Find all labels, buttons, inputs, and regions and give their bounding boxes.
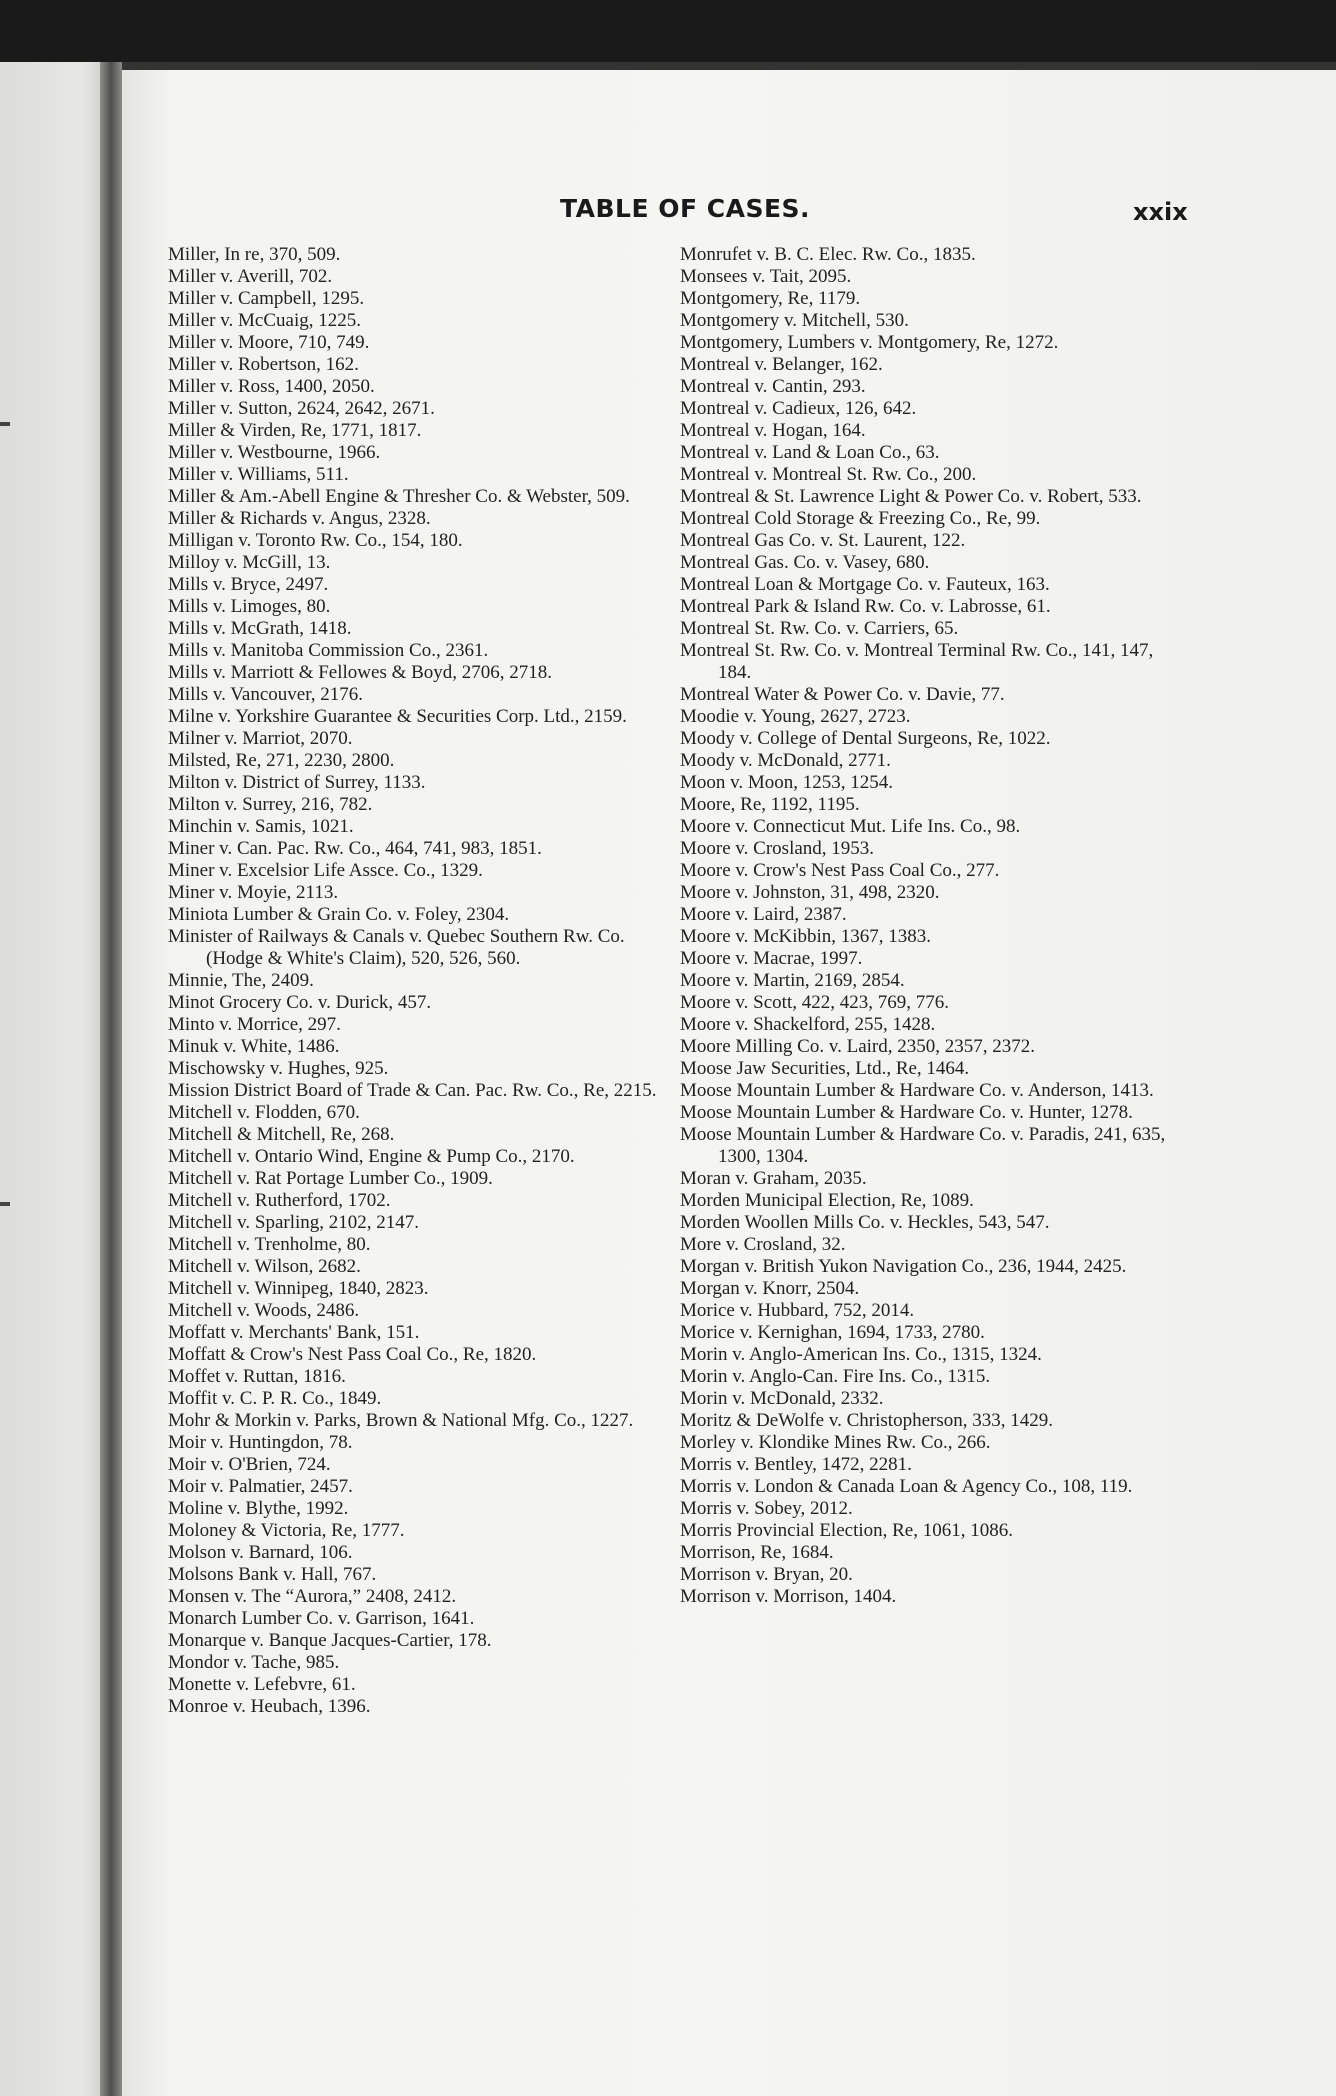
case-entry: Morin v. Anglo-American Ins. Co., 1315, 1324. xyxy=(680,1344,1042,1365)
case-entry: Morris v. Sobey, 2012. xyxy=(680,1498,853,1519)
case-entry: Morin v. McDonald, 2332. xyxy=(680,1388,884,1409)
case-entry: Moore v. Johnston, 31, 498, 2320. xyxy=(680,882,940,903)
case-entry: Montreal & St. Lawrence Light & Power Co. v. Robert, 533. xyxy=(680,486,1142,507)
case-entry: Mischowsky v. Hughes, 925. xyxy=(168,1058,389,1079)
case-entry: Moore Milling Co. v. Laird, 2350, 2357, 2372. xyxy=(680,1036,1035,1057)
case-entry: Montreal v. Land & Loan Co., 63. xyxy=(680,442,940,463)
case-entry: Miller v. Westbourne, 1966. xyxy=(168,442,381,463)
page-title: TABLE OF CASES. xyxy=(560,194,811,223)
case-entry: Montreal Park & Island Rw. Co. v. Labrosse, 61. xyxy=(680,596,1051,617)
case-entry: Moose Mountain Lumber & Hardware Co. v. Paradis, 241, 635, 1300, 1304. xyxy=(680,1124,1166,1167)
case-entry: Moore v. Scott, 422, 423, 769, 776. xyxy=(680,992,949,1013)
case-entry: Moore v. Macrae, 1997. xyxy=(680,948,863,969)
right-column xyxy=(680,244,1186,1608)
case-entry: Moline v. Blythe, 1992. xyxy=(168,1498,349,1519)
case-entry: Minto v. Morrice, 297. xyxy=(168,1014,341,1035)
left-column xyxy=(168,244,658,1718)
case-entry: More v. Crosland, 32. xyxy=(680,1234,846,1255)
case-entry: Moore v. Connecticut Mut. Life Ins. Co., 98. xyxy=(680,816,1021,837)
case-entry: Moore, Re, 1192, 1195. xyxy=(680,794,860,815)
case-entry: Mitchell v. Rat Portage Lumber Co., 1909. xyxy=(168,1168,493,1189)
case-entry: Montgomery, Re, 1179. xyxy=(680,288,861,309)
case-entry: Morice v. Kernighan, 1694, 1733, 2780. xyxy=(680,1322,985,1343)
case-entry: Mohr & Morkin v. Parks, Brown & National Mfg. Co., 1227. xyxy=(168,1410,634,1431)
case-entry: Montreal Cold Storage & Freezing Co., Re, 99. xyxy=(680,508,1041,529)
case-entry: Miller v. McCuaig, 1225. xyxy=(168,310,361,331)
case-entry: Morin v. Anglo-Can. Fire Ins. Co., 1315. xyxy=(680,1366,991,1387)
case-entry: Morrison v. Morrison, 1404. xyxy=(680,1586,897,1607)
case-entry: Milligan v. Toronto Rw. Co., 154, 180. xyxy=(168,530,463,551)
case-entry: Monrufet v. B. C. Elec. Rw. Co., 1835. xyxy=(680,244,976,265)
case-entry: Mills v. Bryce, 2497. xyxy=(168,574,329,595)
case-entry: Molson v. Barnard, 106. xyxy=(168,1542,353,1563)
case-entry: Monroe v. Heubach, 1396. xyxy=(168,1696,371,1717)
case-entry: Moore v. Crosland, 1953. xyxy=(680,838,875,859)
case-entry: Mills v. Vancouver, 2176. xyxy=(168,684,364,705)
case-entry: Mills v. Marriott & Fellowes & Boyd, 2706, 2718. xyxy=(168,662,553,683)
case-entry: Miller v. Robertson, 162. xyxy=(168,354,359,375)
case-entry: Moose Mountain Lumber & Hardware Co. v. Hunter, 1278. xyxy=(680,1102,1133,1123)
case-entry: Moodie v. Young, 2627, 2723. xyxy=(680,706,911,727)
case-entry: Moore v. Martin, 2169, 2854. xyxy=(680,970,905,991)
case-entry: Mondor v. Tache, 985. xyxy=(168,1652,340,1673)
case-entry: Moose Jaw Securities, Ltd., Re, 1464. xyxy=(680,1058,970,1079)
case-entry: Moloney & Victoria, Re, 1777. xyxy=(168,1520,405,1541)
case-entry: Morice v. Hubbard, 752, 2014. xyxy=(680,1300,915,1321)
case-entry: Miner v. Moyie, 2113. xyxy=(168,882,339,903)
case-entry: Miner v. Can. Pac. Rw. Co., 464, 741, 983, 1851. xyxy=(168,838,542,859)
case-entry: Moran v. Graham, 2035. xyxy=(680,1168,867,1189)
case-entry: Morgan v. British Yukon Navigation Co., 236, 1944, 2425. xyxy=(680,1256,1127,1277)
case-entry: Moose Mountain Lumber & Hardware Co. v. Anderson, 1413. xyxy=(680,1080,1154,1101)
case-entry: Moon v. Moon, 1253, 1254. xyxy=(680,772,894,793)
case-entry: Morden Woollen Mills Co. v. Heckles, 543, 547. xyxy=(680,1212,1050,1233)
case-entry: Morris Provincial Election, Re, 1061, 1086. xyxy=(680,1520,1013,1541)
case-entry: Mitchell v. Winnipeg, 1840, 2823. xyxy=(168,1278,429,1299)
case-entry: Mitchell v. Flodden, 670. xyxy=(168,1102,360,1123)
case-entry: Miller v. Ross, 1400, 2050. xyxy=(168,376,375,397)
case-entry: Morrison, Re, 1684. xyxy=(680,1542,834,1563)
case-entry: Mitchell v. Ontario Wind, Engine & Pump Co., 2170. xyxy=(168,1146,575,1167)
case-entry: Moir v. Palmatier, 2457. xyxy=(168,1476,353,1497)
case-entry: Minnie, The, 2409. xyxy=(168,970,314,991)
case-entry: Mills v. McGrath, 1418. xyxy=(168,618,352,639)
case-entry: Montreal Gas Co. v. St. Laurent, 122. xyxy=(680,530,966,551)
case-entry: Miller & Am.-Abell Engine & Thresher Co. & Webster, 509. xyxy=(168,486,630,507)
case-entry: Morden Municipal Election, Re, 1089. xyxy=(680,1190,974,1211)
case-entry: Monarch Lumber Co. v. Garrison, 1641. xyxy=(168,1608,475,1629)
case-entry: Montreal v. Cantin, 293. xyxy=(680,376,866,397)
case-entry: Montreal v. Hogan, 164. xyxy=(680,420,866,441)
case-entry: Moir v. Huntingdon, 78. xyxy=(168,1432,353,1453)
case-entry: Montgomery v. Mitchell, 530. xyxy=(680,310,909,331)
case-entry: Milton v. District of Surrey, 1133. xyxy=(168,772,426,793)
case-entry: Montreal v. Montreal St. Rw. Co., 200. xyxy=(680,464,977,485)
case-entry: Mitchell v. Trenholme, 80. xyxy=(168,1234,371,1255)
case-entry: Montreal Gas. Co. v. Vasey, 680. xyxy=(680,552,930,573)
case-entry: Mills v. Limoges, 80. xyxy=(168,596,331,617)
case-entry: Morris v. Bentley, 1472, 2281. xyxy=(680,1454,912,1475)
case-entry: Miller & Virden, Re, 1771, 1817. xyxy=(168,420,422,441)
case-entry: Mitchell v. Rutherford, 1702. xyxy=(168,1190,391,1211)
case-entry: Monsees v. Tait, 2095. xyxy=(680,266,852,287)
case-entry: Milne v. Yorkshire Guarantee & Securities Corp. Ltd., 2159. xyxy=(168,706,627,727)
case-entry: Miller, In re, 370, 509. xyxy=(168,244,341,265)
case-entry: Montreal St. Rw. Co. v. Montreal Terminal Rw. Co., 141, 147, 184. xyxy=(680,640,1154,683)
case-entry: Moody v. McDonald, 2771. xyxy=(680,750,891,771)
case-entry: Miner v. Excelsior Life Assce. Co., 1329. xyxy=(168,860,483,881)
case-entry: Moore v. Shackelford, 255, 1428. xyxy=(680,1014,936,1035)
case-entry: Montreal Loan & Mortgage Co. v. Fauteux, 163. xyxy=(680,574,1050,595)
case-entry: Moody v. College of Dental Surgeons, Re, 1022. xyxy=(680,728,1051,749)
case-entry: Miniota Lumber & Grain Co. v. Foley, 2304. xyxy=(168,904,510,925)
case-entry: Moore v. Crow's Nest Pass Coal Co., 277. xyxy=(680,860,1000,881)
case-entry: Morrison v. Bryan, 20. xyxy=(680,1564,853,1585)
case-entry: Mitchell v. Woods, 2486. xyxy=(168,1300,360,1321)
case-entry: Moffet v. Ruttan, 1816. xyxy=(168,1366,346,1387)
edge-mark xyxy=(0,422,10,426)
case-entry: Milner v. Marriot, 2070. xyxy=(168,728,353,749)
case-entry: Montreal Water & Power Co. v. Davie, 77. xyxy=(680,684,1005,705)
case-entry: Mitchell v. Sparling, 2102, 2147. xyxy=(168,1212,420,1233)
case-entry: Monarque v. Banque Jacques-Cartier, 178. xyxy=(168,1630,492,1651)
case-entry: Moffit v. C. P. R. Co., 1849. xyxy=(168,1388,382,1409)
case-entry: Moir v. O'Brien, 724. xyxy=(168,1454,331,1475)
case-entry: Montgomery, Lumbers v. Montgomery, Re, 1272. xyxy=(680,332,1059,353)
case-entry: Moritz & DeWolfe v. Christopherson, 333, 1429. xyxy=(680,1410,1053,1431)
case-entry: Miller v. Sutton, 2624, 2642, 2671. xyxy=(168,398,435,419)
case-entry: Monsen v. The “Aurora,” 2408, 2412. xyxy=(168,1586,457,1607)
case-entry: Molsons Bank v. Hall, 767. xyxy=(168,1564,377,1585)
case-entry: Mitchell & Mitchell, Re, 268. xyxy=(168,1124,395,1145)
case-entry: Minuk v. White, 1486. xyxy=(168,1036,340,1057)
case-entry: Miller v. Moore, 710, 749. xyxy=(168,332,370,353)
case-entry: Mitchell v. Wilson, 2682. xyxy=(168,1256,361,1277)
case-entry: Moore v. McKibbin, 1367, 1383. xyxy=(680,926,932,947)
page-number: xxix xyxy=(1133,198,1188,226)
case-entry: Mission District Board of Trade & Can. Pac. Rw. Co., Re, 2215. xyxy=(168,1080,657,1101)
case-entry: Miller v. Campbell, 1295. xyxy=(168,288,365,309)
edge-mark xyxy=(0,1202,10,1206)
case-entry: Morris v. London & Canada Loan & Agency Co., 108, 119. xyxy=(680,1476,1133,1497)
case-entry: Milsted, Re, 271, 2230, 2800. xyxy=(168,750,395,771)
case-entry: Mills v. Manitoba Commission Co., 2361. xyxy=(168,640,489,661)
case-entry: Montreal v. Cadieux, 126, 642. xyxy=(680,398,917,419)
case-entry: Montreal St. Rw. Co. v. Carriers, 65. xyxy=(680,618,959,639)
case-entry: Moffatt v. Merchants' Bank, 151. xyxy=(168,1322,420,1343)
case-entry: Minot Grocery Co. v. Durick, 457. xyxy=(168,992,432,1013)
case-entry: Miller v. Williams, 511. xyxy=(168,464,349,485)
case-entry: Miller v. Averill, 702. xyxy=(168,266,333,287)
case-entry: Monette v. Lefebvre, 61. xyxy=(168,1674,356,1695)
case-entry: Morley v. Klondike Mines Rw. Co., 266. xyxy=(680,1432,991,1453)
case-entry: Minister of Railways & Canals v. Quebec Southern Rw. Co. (Hodge & White's Claim), 520, 526, 560. xyxy=(168,926,625,969)
case-entry: Milloy v. McGill, 13. xyxy=(168,552,331,573)
case-entry: Milton v. Surrey, 216, 782. xyxy=(168,794,373,815)
case-entry: Morgan v. Knorr, 2504. xyxy=(680,1278,860,1299)
case-entry: Montreal v. Belanger, 162. xyxy=(680,354,883,375)
case-entry: Moore v. Laird, 2387. xyxy=(680,904,847,925)
book-gutter xyxy=(100,62,122,2096)
case-entry: Miller & Richards v. Angus, 2328. xyxy=(168,508,431,529)
case-entry: Moffatt & Crow's Nest Pass Coal Co., Re, 1820. xyxy=(168,1344,537,1365)
case-entry: Minchin v. Samis, 1021. xyxy=(168,816,354,837)
